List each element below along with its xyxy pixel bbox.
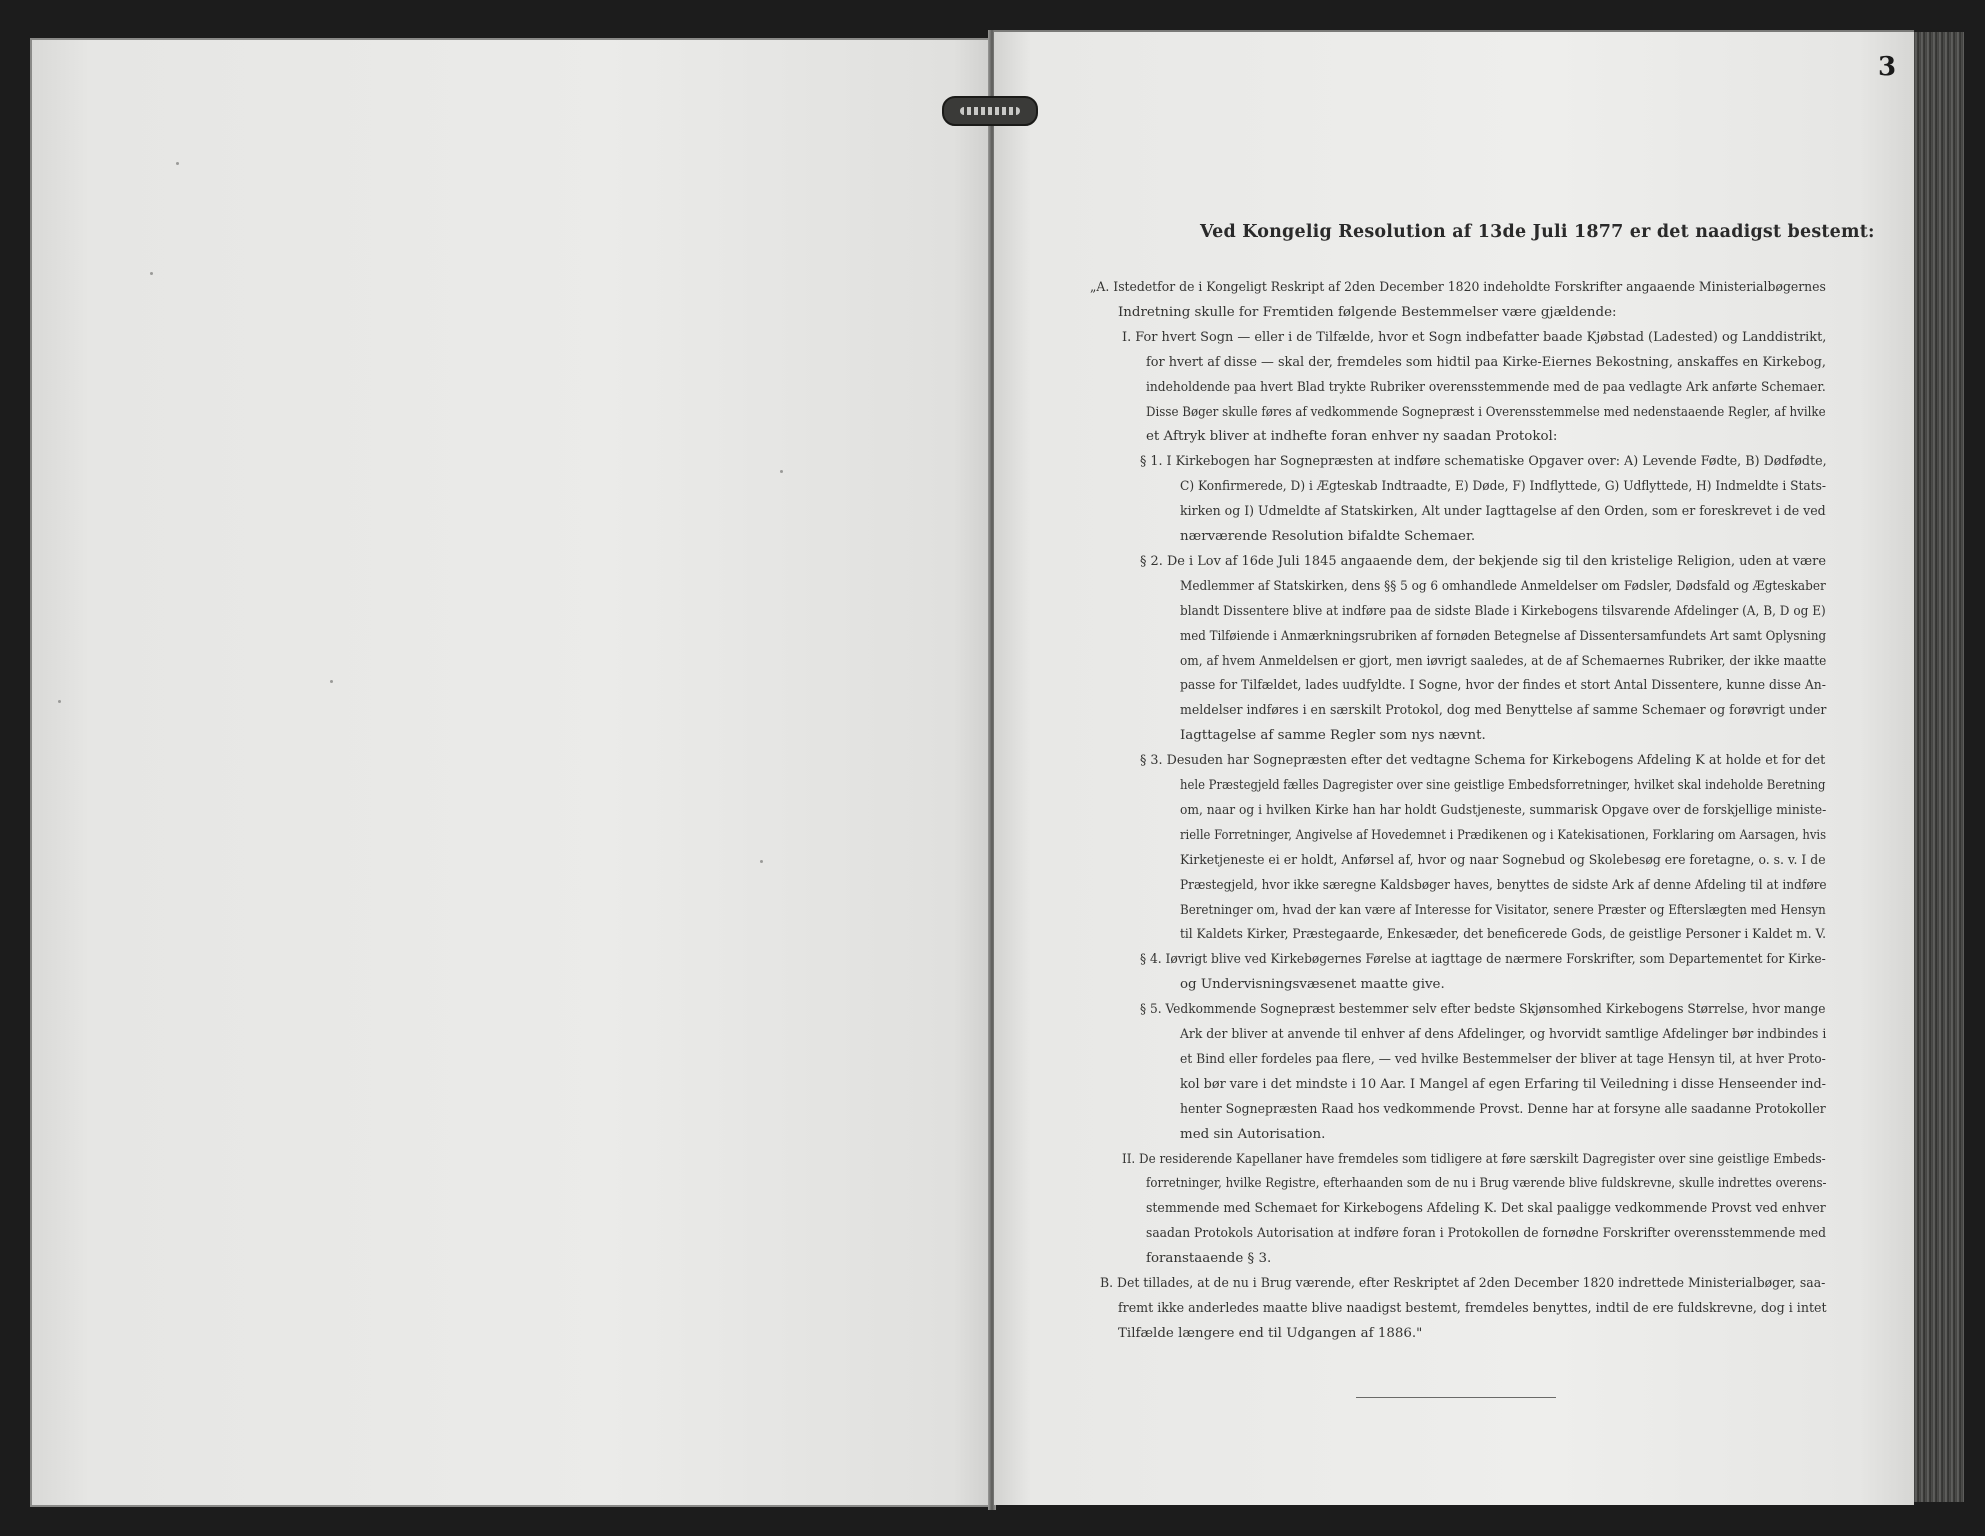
paper-speck — [58, 700, 61, 703]
text-line: foranstaaende § 3. — [1146, 1251, 1272, 1267]
text-line: kirken og I) Udmeldte af Statskirken, Alt under Iagttagelse af den Orden, som er foreskrevet i de ved — [1180, 504, 1826, 520]
text-line: for hvert af disse — skal der, fremdeles som hidtil paa Kirke-Eiernes Bekostning, anskaffes en Kirkebog, — [1146, 354, 1827, 370]
text-line: § 3. Desuden har Sognepræsten efter det vedtagne Schema for Kirkebogens Afdeling K at holde et for det — [1140, 753, 1826, 769]
text-line: med sin Autorisation. — [1180, 1126, 1326, 1142]
page-edges — [1914, 32, 1964, 1502]
text-line: Iagttagelse af samme Regler som nys nævnt. — [1180, 728, 1486, 744]
text-line: Medlemmer af Statskirken, dens §§ 5 og 6 omhandlede Anmeldelser om Fødsler, Dødsfald og Ægteskaber — [1180, 578, 1826, 594]
text-line: § 1. I Kirkebogen har Sognepræsten at indføre schematiske Opgaver over: A) Levende Fødte, B) Dødfødte, — [1140, 454, 1827, 470]
page-number: 3 — [1878, 52, 1897, 82]
text-line: et Bind eller fordeles paa flere, — ved hvilke Bestemmelser der bliver at tage Hensyn til, at hver Proto- — [1180, 1051, 1826, 1067]
text-line: henter Sognepræsten Raad hos vedkommende Provst. Denne har at forsyne alle saadanne Protokoller — [1180, 1101, 1826, 1117]
text-line: om, af hvem Anmeldelsen er gjort, men iøvrigt saaledes, at de af Schemaernes Rubriker, der ikke maatte — [1180, 653, 1827, 669]
text-line: om, naar og i hvilken Kirke han har holdt Gudstjeneste, summarisk Opgave over de forskjellige ministe- — [1180, 802, 1827, 818]
text-line: nærværende Resolution bifaldte Schemaer. — [1180, 529, 1476, 544]
text-line: Ark der bliver at anvende til enhver af dens Afdelinger, og hvorvidt samtlige Afdelinger bør indbindes i — [1180, 1027, 1827, 1042]
text-line: til Kaldets Kirker, Præstegaarde, Enkesæder, det beneficerede Gods, de geistlige Personer i Kaldet m. V. — [1180, 927, 1826, 943]
text-line: et Aftryk bliver at indhefte foran enhver ny saadan Protokol: — [1146, 429, 1558, 445]
paper-speck — [780, 470, 783, 473]
text-line: „A. Istedetfor de i Kongeligt Reskript af 2den December 1820 indeholdte Forskrifter angaaende Ministerialbøgernes — [1090, 280, 1826, 295]
text-line: Indretning skulle for Fremtiden følgende Bestemmelser være gjældende: — [1118, 304, 1617, 320]
text-line: saadan Protokols Autorisation at indføre foran i Protokollen de fornødne Forskrifter overensstemmende med — [1146, 1226, 1827, 1242]
text-line: § 2. De i Lov af 16de Juli 1845 angaaende dem, der bekjende sig til den kristelige Religion, uden at være — [1140, 553, 1826, 569]
text-line: kol bør vare i det mindste i 10 Aar. I Mangel af egen Erfaring til Veiledning i disse Henseender ind- — [1180, 1076, 1827, 1092]
text-line: blandt Dissentere blive at indføre paa de sidste Blade i Kirkebogens tilsvarende Afdelinger (A, B, D og E) — [1180, 603, 1826, 619]
text-line: § 5. Vedkommende Sognepræst bestemmer selv efter bedste Skjønsomhed Kirkebogens Størrelse, hvor mange — [1140, 1002, 1826, 1018]
text-line: indeholdende paa hvert Blad trykte Rubriker overensstemmende med de paa vedlagte Ark anførte Schemaer. — [1146, 379, 1826, 395]
paper-speck — [760, 860, 763, 863]
text-line: § 4. Iøvrigt blive ved Kirkebøgernes Førelse at iagttage de nærmere Forskrifter, som Departementet for Kirke- — [1140, 952, 1826, 968]
text-line: og Undervisningsvæsenet maatte give. — [1180, 977, 1445, 993]
text-line: I. For hvert Sogn — eller i de Tilfælde, hvor et Sogn indbefatter baade Kjøbstad (Ladested) og Landdistrikt, — [1122, 329, 1827, 345]
binding-stamp — [942, 96, 1038, 126]
text-line: med Tilføiende i Anmærkningsrubriken af fornøden Betegnelse af Dissentersamfundets Art samt Oplysning — [1180, 628, 1827, 644]
page-heading: Ved Kongelig Resolution af 13de Juli 1877 er det naadigst bestemt: — [1200, 222, 1875, 242]
text-line: Præstegjeld, hvor ikke særegne Kaldsbøger haves, benyttes de sidste Ark af denne Afdeling til at indføre — [1180, 877, 1827, 893]
text-line: forretninger, hvilke Registre, efterhaanden som de nu i Brug værende blive fuldskrevne, skulle indrettes overens- — [1146, 1176, 1827, 1192]
text-line: stemmende med Schemaet for Kirkebogens Afdeling K. Det skal paaligge vedkommende Provst ved enhver — [1146, 1201, 1826, 1217]
text-line: hele Præstegjeld fælles Dagregister over sine geistlige Embedsforretninger, hvilket skal indeholde Beretning — [1180, 778, 1826, 793]
text-line: rielle Forretninger, Angivelse af Hovedemnet i Prædikenen og i Katekisationen, Forklaring om Aarsagen, hvis — [1180, 827, 1827, 843]
text-line: II. De residerende Kapellaner have fremdeles som tidligere at føre særskilt Dagregister over sine geistlige Embeds- — [1122, 1151, 1826, 1167]
text-line: Kirketjeneste ei er holdt, Anførsel af, hvor og naar Sognebud og Skolebesøg ere foretagne, o. s. v. I de — [1180, 852, 1826, 868]
text-line: passe for Tilfældet, lades uudfyldte. I Sogne, hvor der findes et stort Antal Dissentere, kunne disse An- — [1180, 678, 1826, 694]
text-line: Beretninger om, hvad der kan være af Interesse for Visitator, senere Præster og Efterslægten med Hensyn — [1180, 902, 1826, 918]
text-line: C) Konfirmerede, D) i Ægteskab Indtraadte, E) Døde, F) Indflyttede, G) Udflyttede, H) Indmeldte i Stats- — [1180, 479, 1826, 495]
paper-speck — [176, 162, 179, 165]
text-line: Tilfælde længere end til Udgangen af 1886." — [1118, 1325, 1423, 1341]
closing-rule — [1356, 1397, 1556, 1398]
left-page-blank — [30, 38, 994, 1507]
text-line: meldelser indføres i en særskilt Protokol, dog med Benyttelse af samme Schemaer og forøvrigt under — [1180, 703, 1827, 719]
paper-speck — [330, 680, 333, 683]
paper-speck — [150, 272, 153, 275]
text-line: Disse Bøger skulle føres af vedkommende Sognepræst i Overensstemmelse med nedenstaaende Regler, af hvilke — [1146, 404, 1826, 420]
text-line: B. Det tillades, at de nu i Brug værende, efter Reskriptet af 2den December 1820 indrettede Ministerialbøger, saa- — [1100, 1276, 1826, 1291]
text-line: fremt ikke anderledes maatte blive naadigst bestemt, fremdeles benyttes, indtil de ere fuldskrevne, dog i intet — [1118, 1300, 1827, 1316]
